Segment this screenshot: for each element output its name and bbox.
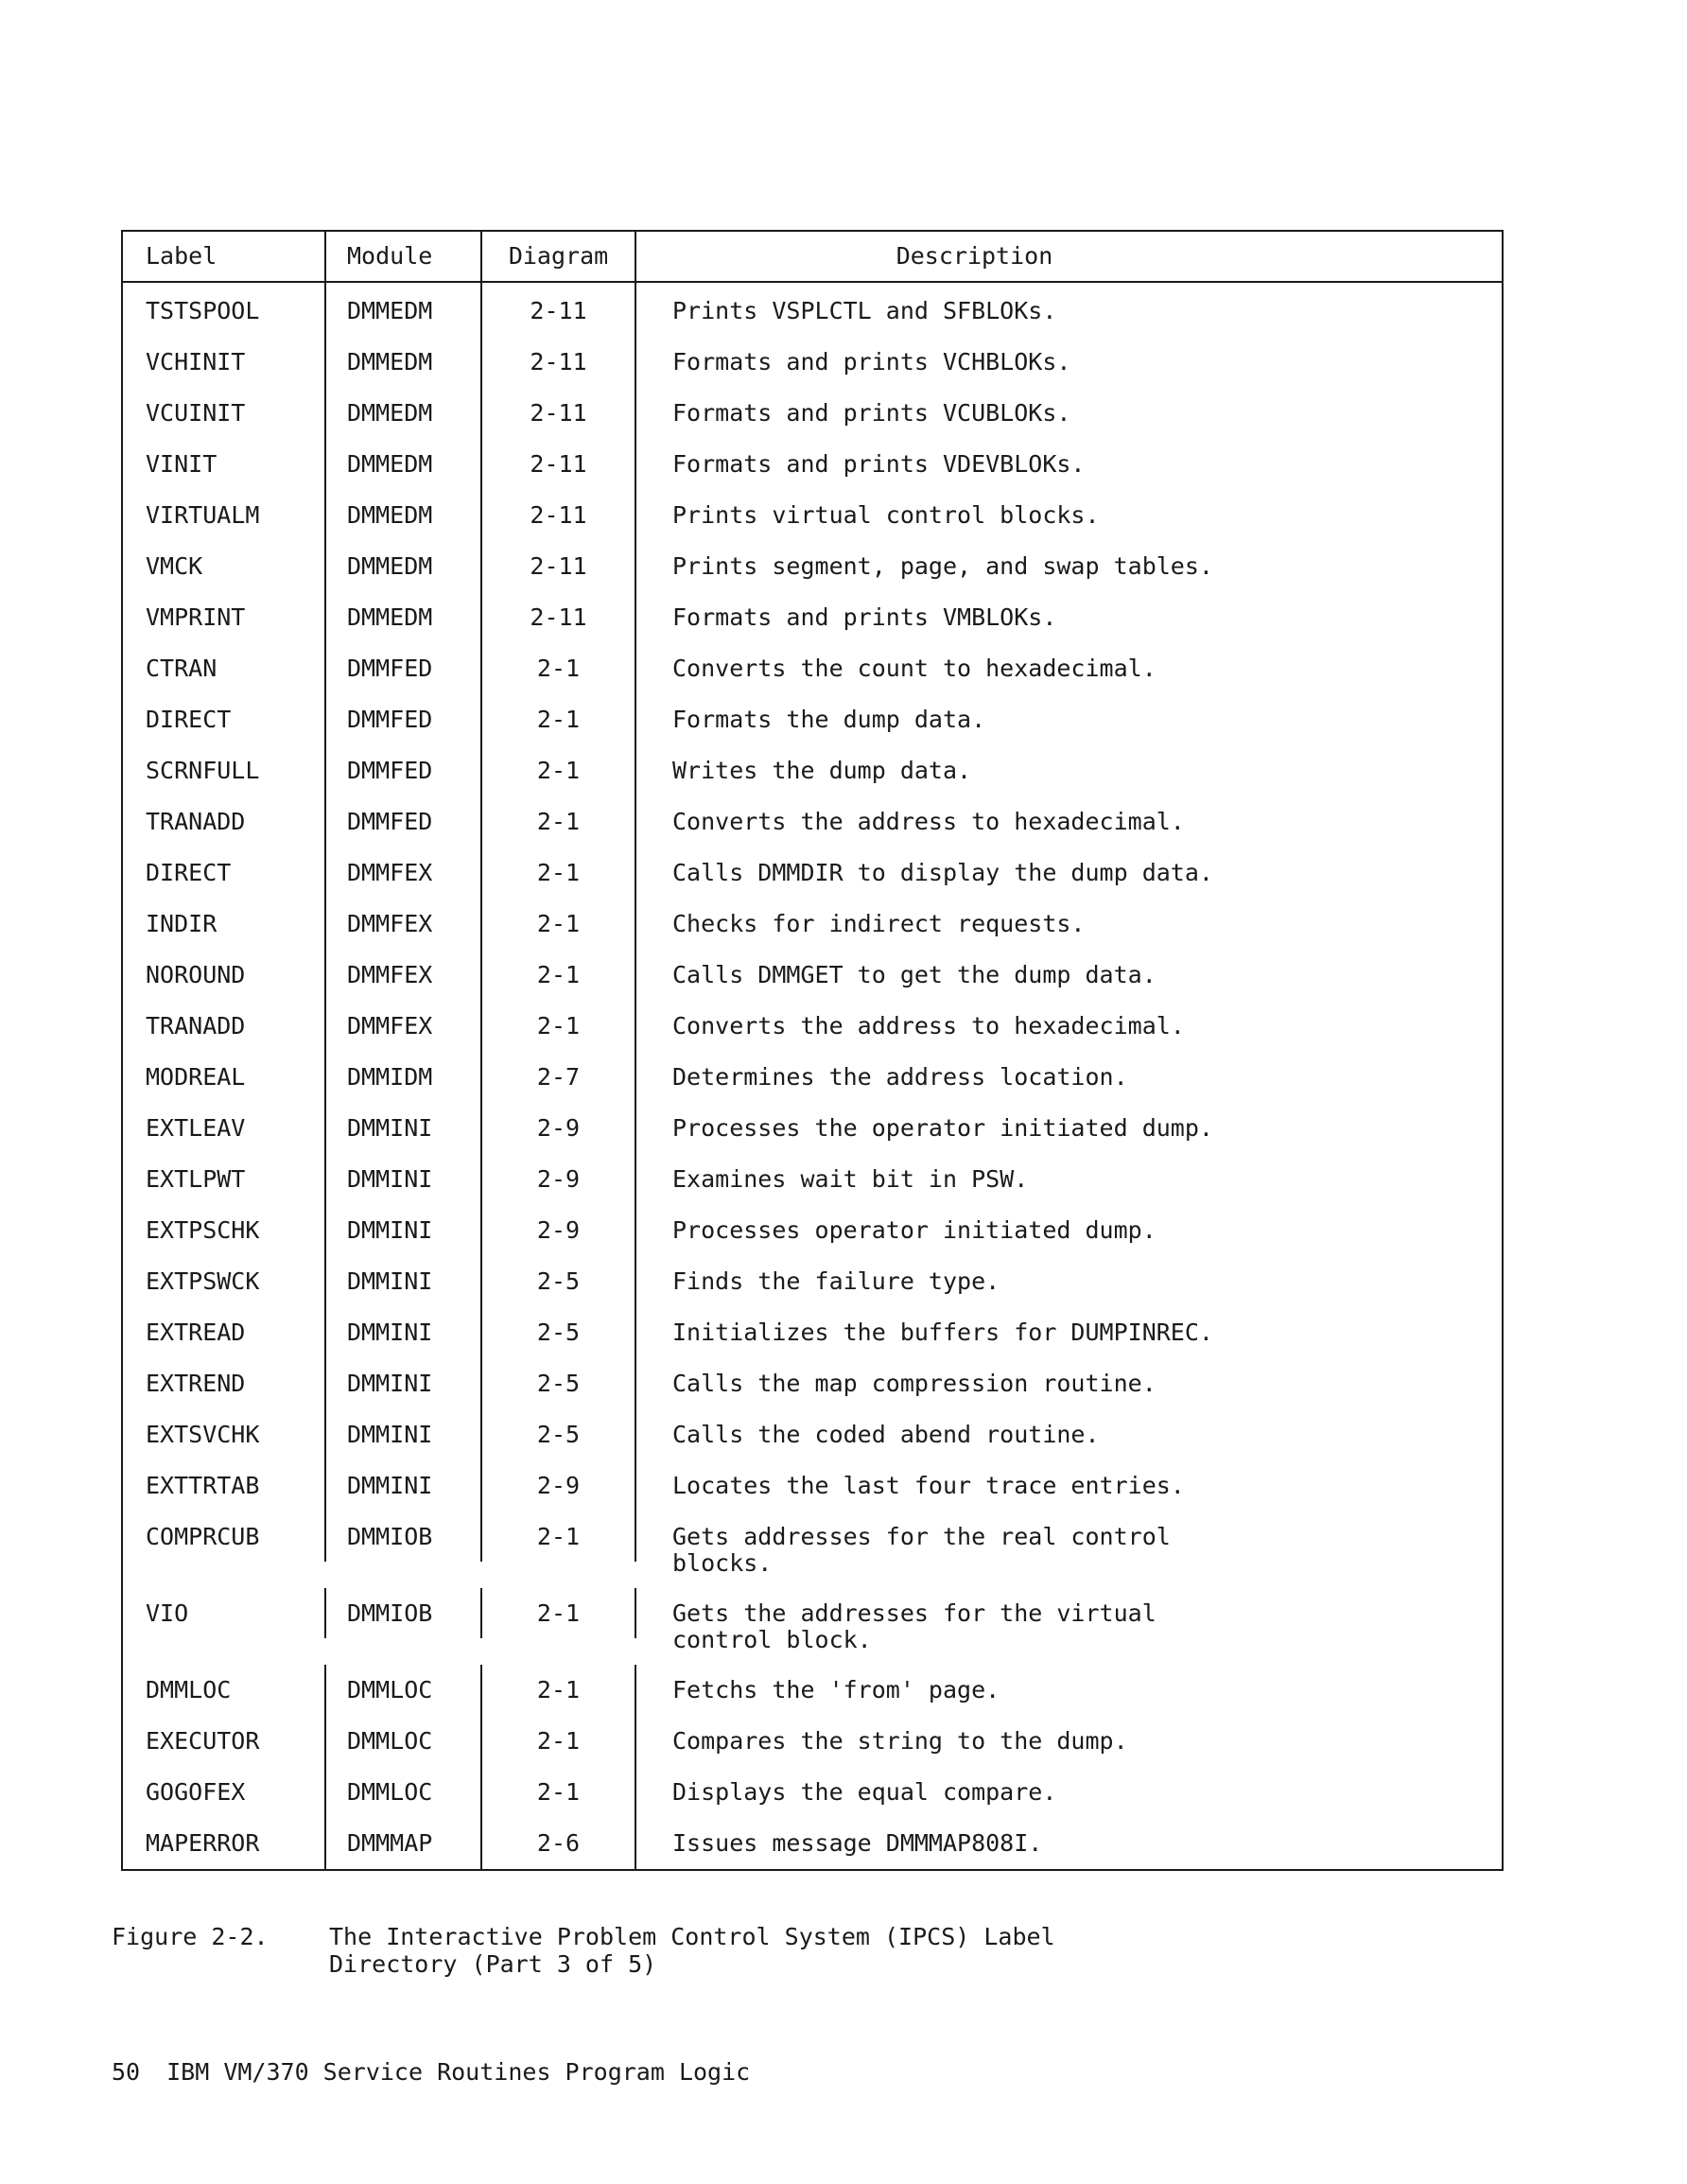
page-number: 50 <box>112 2058 141 2086</box>
table-row <box>123 1103 1502 1154</box>
row-label: EXTREND <box>123 1358 326 1409</box>
row-description: Issues message DMMMAP808I. <box>672 1829 1043 1857</box>
table-row <box>123 1767 1502 1818</box>
row-diagram: 2-11 <box>482 388 636 439</box>
row-description: Checks for indirect requests. <box>672 910 1086 937</box>
row-label: MAPERROR <box>123 1818 326 1869</box>
row-label: TRANADD <box>123 1001 326 1052</box>
table-row <box>123 490 1502 541</box>
table-row <box>123 796 1502 847</box>
row-description: Prints virtual control blocks. <box>672 501 1100 529</box>
table-row <box>123 1205 1502 1256</box>
table-row <box>123 1358 1502 1409</box>
row-module: DMMEDM <box>326 541 482 592</box>
row-module: DMMINI <box>326 1358 482 1409</box>
row-description: Prints VSPLCTL and SFBLOKs. <box>672 297 1057 324</box>
row-description: Converts the count to hexadecimal. <box>672 655 1157 682</box>
table-row <box>123 694 1502 745</box>
row-module: DMMINI <box>326 1103 482 1154</box>
row-diagram: 2-11 <box>482 490 636 541</box>
row-diagram: 2-11 <box>482 541 636 592</box>
row-label: VMCK <box>123 541 326 592</box>
table-row <box>123 337 1502 388</box>
row-diagram: 2-1 <box>482 1588 636 1638</box>
row-description: Calls the coded abend routine. <box>672 1421 1100 1448</box>
row-diagram: 2-9 <box>482 1205 636 1256</box>
row-description: Fetchs the 'from' page. <box>672 1676 1000 1704</box>
table-row <box>123 592 1502 643</box>
table-row <box>123 388 1502 439</box>
row-diagram: 2-1 <box>482 950 636 1001</box>
table-row <box>123 950 1502 1001</box>
header-label: Label <box>123 232 326 281</box>
row-description: Converts the address to hexadecimal. <box>672 1012 1185 1040</box>
row-module: DMMLOC <box>326 1716 482 1767</box>
table-row <box>123 541 1502 592</box>
row-label: DMMLOC <box>123 1665 326 1716</box>
row-diagram: 2-1 <box>482 694 636 745</box>
row-description: Calls the map compression routine. <box>672 1370 1157 1397</box>
row-module: DMMINI <box>326 1409 482 1460</box>
row-diagram: 2-11 <box>482 337 636 388</box>
row-module: DMMINI <box>326 1154 482 1205</box>
row-description: Gets addresses for the real control blocks. <box>672 1523 1171 1577</box>
row-diagram: 2-1 <box>482 796 636 847</box>
row-diagram: 2-11 <box>482 283 636 337</box>
row-description: Initializes the buffers for DUMPINREC. <box>672 1319 1213 1346</box>
row-description: Compares the string to the dump. <box>672 1727 1128 1755</box>
table-row <box>123 1511 1502 1588</box>
row-description: Determines the address location. <box>672 1063 1128 1091</box>
table-row <box>123 847 1502 899</box>
row-label: MODREAL <box>123 1052 326 1103</box>
row-module: DMMIDM <box>326 1052 482 1103</box>
row-label: VMPRINT <box>123 592 326 643</box>
table-header-row <box>123 232 1502 283</box>
row-module: DMMFED <box>326 694 482 745</box>
row-module: DMMIOB <box>326 1511 482 1562</box>
row-module: DMMLOC <box>326 1665 482 1716</box>
row-module: DMMEDM <box>326 283 482 337</box>
row-module: DMMEDM <box>326 592 482 643</box>
table-row <box>123 1818 1502 1869</box>
row-diagram: 2-5 <box>482 1307 636 1358</box>
row-diagram: 2-1 <box>482 1001 636 1052</box>
row-module: DMMEDM <box>326 388 482 439</box>
table-row <box>123 1665 1502 1716</box>
row-module: DMMFEX <box>326 1001 482 1052</box>
row-label: EXTSVCHK <box>123 1409 326 1460</box>
row-diagram: 2-6 <box>482 1818 636 1869</box>
row-label: VINIT <box>123 439 326 490</box>
label-directory-table <box>121 230 1504 1871</box>
row-label: NOROUND <box>123 950 326 1001</box>
row-diagram: 2-1 <box>482 643 636 694</box>
table-row <box>123 439 1502 490</box>
header-module: Module <box>326 232 482 281</box>
header-diagram: Diagram <box>482 232 636 281</box>
row-label: EXTTRTAB <box>123 1460 326 1511</box>
row-diagram: 2-1 <box>482 1665 636 1716</box>
row-module: DMMMAP <box>326 1818 482 1869</box>
row-description: Locates the last four trace entries. <box>672 1472 1185 1499</box>
row-module: DMMFED <box>326 796 482 847</box>
table-row <box>123 1256 1502 1307</box>
table-row <box>123 899 1502 950</box>
table-row <box>123 1588 1502 1665</box>
row-diagram: 2-1 <box>482 1767 636 1818</box>
row-diagram: 2-9 <box>482 1154 636 1205</box>
row-label: DIRECT <box>123 694 326 745</box>
row-module: DMMINI <box>326 1460 482 1511</box>
table-row <box>123 1052 1502 1103</box>
row-label: SCRNFULL <box>123 745 326 796</box>
row-label: EXECUTOR <box>123 1716 326 1767</box>
table-row <box>123 1307 1502 1358</box>
row-label: GOGOFEX <box>123 1767 326 1818</box>
row-description: Gets the addresses for the virtual control block. <box>672 1599 1157 1653</box>
row-diagram: 2-9 <box>482 1460 636 1511</box>
row-label: VCHINIT <box>123 337 326 388</box>
row-diagram: 2-5 <box>482 1256 636 1307</box>
row-description: Calls DMMGET to get the dump data. <box>672 961 1157 988</box>
row-label: INDIR <box>123 899 326 950</box>
row-label: VCUINIT <box>123 388 326 439</box>
row-module: DMMLOC <box>326 1767 482 1818</box>
row-diagram: 2-9 <box>482 1103 636 1154</box>
table-row <box>123 1409 1502 1460</box>
row-description: Formats the dump data. <box>672 706 986 733</box>
row-description: Examines wait bit in PSW. <box>672 1165 1029 1193</box>
row-description: Processes operator initiated dump. <box>672 1216 1157 1244</box>
row-module: DMMFED <box>326 745 482 796</box>
row-label: TSTSPOOL <box>123 283 326 337</box>
row-description: Displays the equal compare. <box>672 1778 1057 1806</box>
table-row <box>123 745 1502 796</box>
row-label: CTRAN <box>123 643 326 694</box>
row-diagram: 2-5 <box>482 1358 636 1409</box>
row-module: DMMFED <box>326 643 482 694</box>
row-description: Formats and prints VCUBLOKs. <box>672 399 1071 427</box>
row-label: COMPRCUB <box>123 1511 326 1562</box>
row-label: DIRECT <box>123 847 326 899</box>
row-module: DMMINI <box>326 1256 482 1307</box>
row-module: DMMFEX <box>326 950 482 1001</box>
table-row <box>123 283 1502 337</box>
header-description: Description <box>896 242 1053 270</box>
row-diagram: 2-11 <box>482 439 636 490</box>
figure-caption <box>112 1923 1341 1978</box>
row-module: DMMFEX <box>326 847 482 899</box>
table-row <box>123 643 1502 694</box>
row-diagram: 2-1 <box>482 847 636 899</box>
row-label: EXTPSCHK <box>123 1205 326 1256</box>
publication-title: IBM VM/370 Service Routines Program Logic <box>166 2058 751 2086</box>
row-diagram: 2-1 <box>482 745 636 796</box>
row-description: Formats and prints VDEVBLOKs. <box>672 450 1086 478</box>
row-module: DMMEDM <box>326 439 482 490</box>
row-description: Formats and prints VCHBLOKs. <box>672 348 1071 376</box>
row-description: Formats and prints VMBLOKs. <box>672 603 1057 631</box>
row-description: Calls DMMDIR to display the dump data. <box>672 859 1213 886</box>
table-row <box>123 1716 1502 1767</box>
row-diagram: 2-7 <box>482 1052 636 1103</box>
row-diagram: 2-11 <box>482 592 636 643</box>
row-label: EXTREAD <box>123 1307 326 1358</box>
row-module: DMMINI <box>326 1307 482 1358</box>
figure-title: The Interactive Problem Control System (IPCS) Label Directory (Part 3 of 5) <box>329 1923 1055 1978</box>
table-row <box>123 1001 1502 1052</box>
row-description: Processes the operator initiated dump. <box>672 1114 1213 1142</box>
row-module: DMMEDM <box>326 490 482 541</box>
row-description: Converts the address to hexadecimal. <box>672 808 1185 835</box>
row-label: VIO <box>123 1588 326 1638</box>
table-row <box>123 1154 1502 1205</box>
row-diagram: 2-1 <box>482 1511 636 1562</box>
row-label: EXTLPWT <box>123 1154 326 1205</box>
row-label: EXTPSWCK <box>123 1256 326 1307</box>
row-diagram: 2-1 <box>482 1716 636 1767</box>
row-module: DMMIOB <box>326 1588 482 1638</box>
table-body <box>123 283 1502 1869</box>
page-footer <box>112 2058 750 2087</box>
row-module: DMMFEX <box>326 899 482 950</box>
figure-number: Figure 2-2. <box>112 1923 269 1950</box>
row-description: Writes the dump data. <box>672 757 972 784</box>
table-row <box>123 1460 1502 1511</box>
row-label: EXTLEAV <box>123 1103 326 1154</box>
row-label: VIRTUALM <box>123 490 326 541</box>
row-diagram: 2-1 <box>482 899 636 950</box>
row-diagram: 2-5 <box>482 1409 636 1460</box>
row-label: TRANADD <box>123 796 326 847</box>
row-module: DMMEDM <box>326 337 482 388</box>
row-description: Finds the failure type. <box>672 1267 1000 1295</box>
row-module: DMMINI <box>326 1205 482 1256</box>
row-description: Prints segment, page, and swap tables. <box>672 552 1213 580</box>
